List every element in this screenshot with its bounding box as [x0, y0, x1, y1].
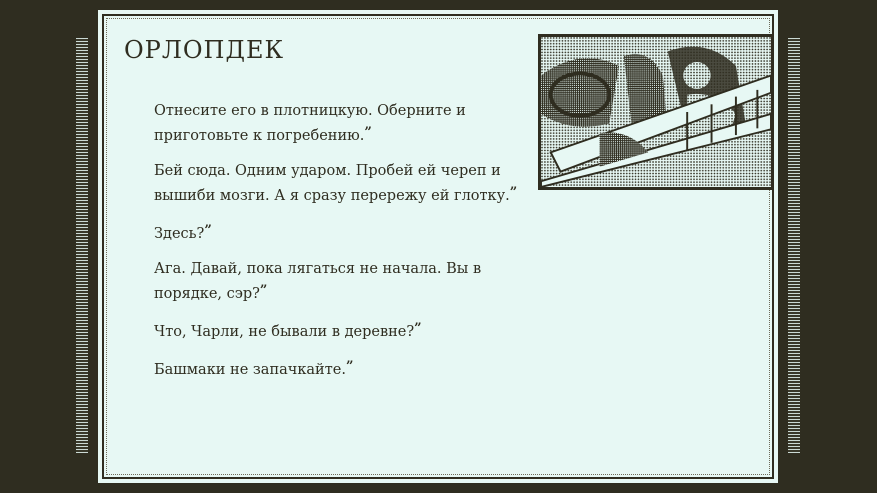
sketch-drawing [541, 37, 771, 187]
close-quote-mark: ” [364, 125, 372, 140]
close-quote-mark: ” [345, 359, 354, 374]
close-quote-mark: ” [509, 185, 518, 200]
logbook-page [98, 10, 778, 483]
dialogue-line[interactable]: Здесь?” [154, 223, 212, 242]
dialogue-line[interactable]: Башмаки не запачкайте.” [154, 359, 354, 378]
dialogue-line[interactable]: Бей сюда. Одним ударом. Пробей ей череп и вышиби мозги. А я сразу перережу ей глотку.” [154, 163, 518, 204]
dialogue-list [154, 100, 544, 394]
dialogue-line[interactable]: Что, Чарли, не бывали в деревне?” [154, 321, 422, 340]
close-quote-mark: ” [204, 223, 212, 238]
right-page-edge [788, 38, 800, 453]
left-page-edge [76, 38, 88, 453]
dialogue-line[interactable]: Отнесите его в плотницкую. Оберните и приготовьте к погребению.” [154, 103, 466, 144]
section-title: ОРЛОПДЕК [124, 36, 285, 64]
close-quote-mark: ” [259, 283, 268, 298]
close-quote-mark: ” [414, 321, 422, 336]
scene-illustration[interactable] [538, 34, 774, 190]
dialogue-line[interactable]: Ага. Давай, пока лягаться не начала. Вы в порядке, сэр?” [154, 261, 482, 302]
